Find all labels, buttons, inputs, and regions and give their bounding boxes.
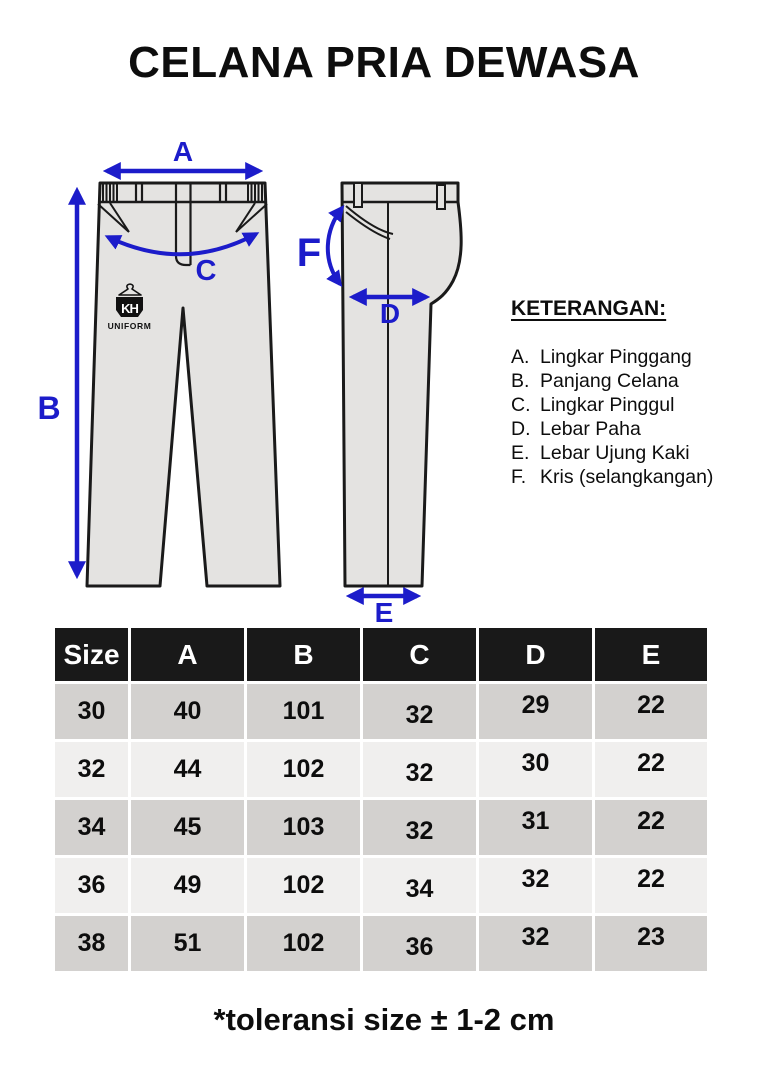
table-cell: 22 bbox=[595, 742, 707, 797]
column-header-size: Size bbox=[55, 628, 128, 681]
table-cell: 40 bbox=[131, 684, 244, 739]
legend-heading: KETERANGAN: bbox=[511, 297, 667, 320]
legend bbox=[511, 297, 761, 489]
label-A: A bbox=[172, 136, 194, 167]
table-cell: 22 bbox=[595, 684, 707, 739]
table-header-row bbox=[55, 628, 707, 681]
table-cell: 36 bbox=[55, 858, 128, 913]
legend-item: B. Panjang Celana bbox=[511, 370, 679, 392]
table-cell: 103 bbox=[247, 800, 360, 855]
table-cell: 36 bbox=[363, 916, 476, 971]
page-title: CELANA PRIA DEWASA bbox=[128, 38, 640, 87]
label-F: F bbox=[296, 231, 322, 275]
size-table bbox=[52, 625, 710, 974]
table-cell: 51 bbox=[131, 916, 244, 971]
table-cell: 22 bbox=[595, 858, 707, 913]
legend-item: E. Lebar Ujung Kaki bbox=[511, 442, 690, 464]
table-cell: 49 bbox=[131, 858, 244, 913]
table-cell: 32 bbox=[363, 684, 476, 739]
legend-item: C. Lingkar Pinggul bbox=[511, 394, 675, 416]
table-cell: 38 bbox=[55, 916, 128, 971]
table-row bbox=[55, 858, 707, 913]
table-cell: 34 bbox=[363, 858, 476, 913]
table-cell: 32 bbox=[479, 916, 592, 971]
tolerance-note: *toleransi size ± 1-2 cm bbox=[213, 1002, 555, 1037]
legend-list bbox=[511, 345, 761, 489]
table-cell: 32 bbox=[479, 858, 592, 913]
logo-brand-text: KH bbox=[121, 301, 138, 316]
table-cell: 30 bbox=[55, 684, 128, 739]
table-row bbox=[55, 916, 707, 971]
table-cell: 101 bbox=[247, 684, 360, 739]
column-header-b: B bbox=[247, 628, 360, 681]
table-cell: 32 bbox=[363, 800, 476, 855]
label-D: D bbox=[379, 298, 401, 329]
arrow-F bbox=[328, 208, 342, 284]
side-belt-loop bbox=[437, 185, 445, 209]
column-header-d: D bbox=[479, 628, 592, 681]
label-B: B bbox=[37, 390, 61, 426]
label-E: E bbox=[374, 597, 394, 628]
side-pants-diagram bbox=[297, 183, 461, 628]
label-C: C bbox=[195, 255, 217, 287]
front-pants-outline bbox=[87, 183, 280, 586]
legend-item: F. Kris (selangkangan) bbox=[511, 466, 714, 488]
table-cell: 29 bbox=[479, 684, 592, 739]
table-cell: 32 bbox=[55, 742, 128, 797]
table-row bbox=[55, 800, 707, 855]
legend-item: D. Lebar Paha bbox=[511, 418, 641, 440]
column-header-c: C bbox=[363, 628, 476, 681]
table-cell: 30 bbox=[479, 742, 592, 797]
side-pants-outline bbox=[342, 183, 461, 586]
side-belt-loop bbox=[354, 183, 362, 207]
table-cell: 31 bbox=[479, 800, 592, 855]
table-cell: 32 bbox=[363, 742, 476, 797]
size-table-section bbox=[52, 625, 710, 974]
table-cell: 102 bbox=[247, 916, 360, 971]
table-row bbox=[55, 742, 707, 797]
table-cell: 34 bbox=[55, 800, 128, 855]
table-cell: 45 bbox=[131, 800, 244, 855]
front-pants-diagram bbox=[37, 136, 280, 586]
table-cell: 23 bbox=[595, 916, 707, 971]
column-header-a: A bbox=[131, 628, 244, 681]
table-cell: 44 bbox=[131, 742, 244, 797]
legend-item: A. Lingkar Pinggang bbox=[511, 346, 692, 368]
table-cell: 102 bbox=[247, 858, 360, 913]
table-cell: 102 bbox=[247, 742, 360, 797]
table-cell: 22 bbox=[595, 800, 707, 855]
column-header-e: E bbox=[595, 628, 707, 681]
table-row bbox=[55, 684, 707, 739]
logo-name-text: UNIFORM bbox=[107, 321, 152, 331]
